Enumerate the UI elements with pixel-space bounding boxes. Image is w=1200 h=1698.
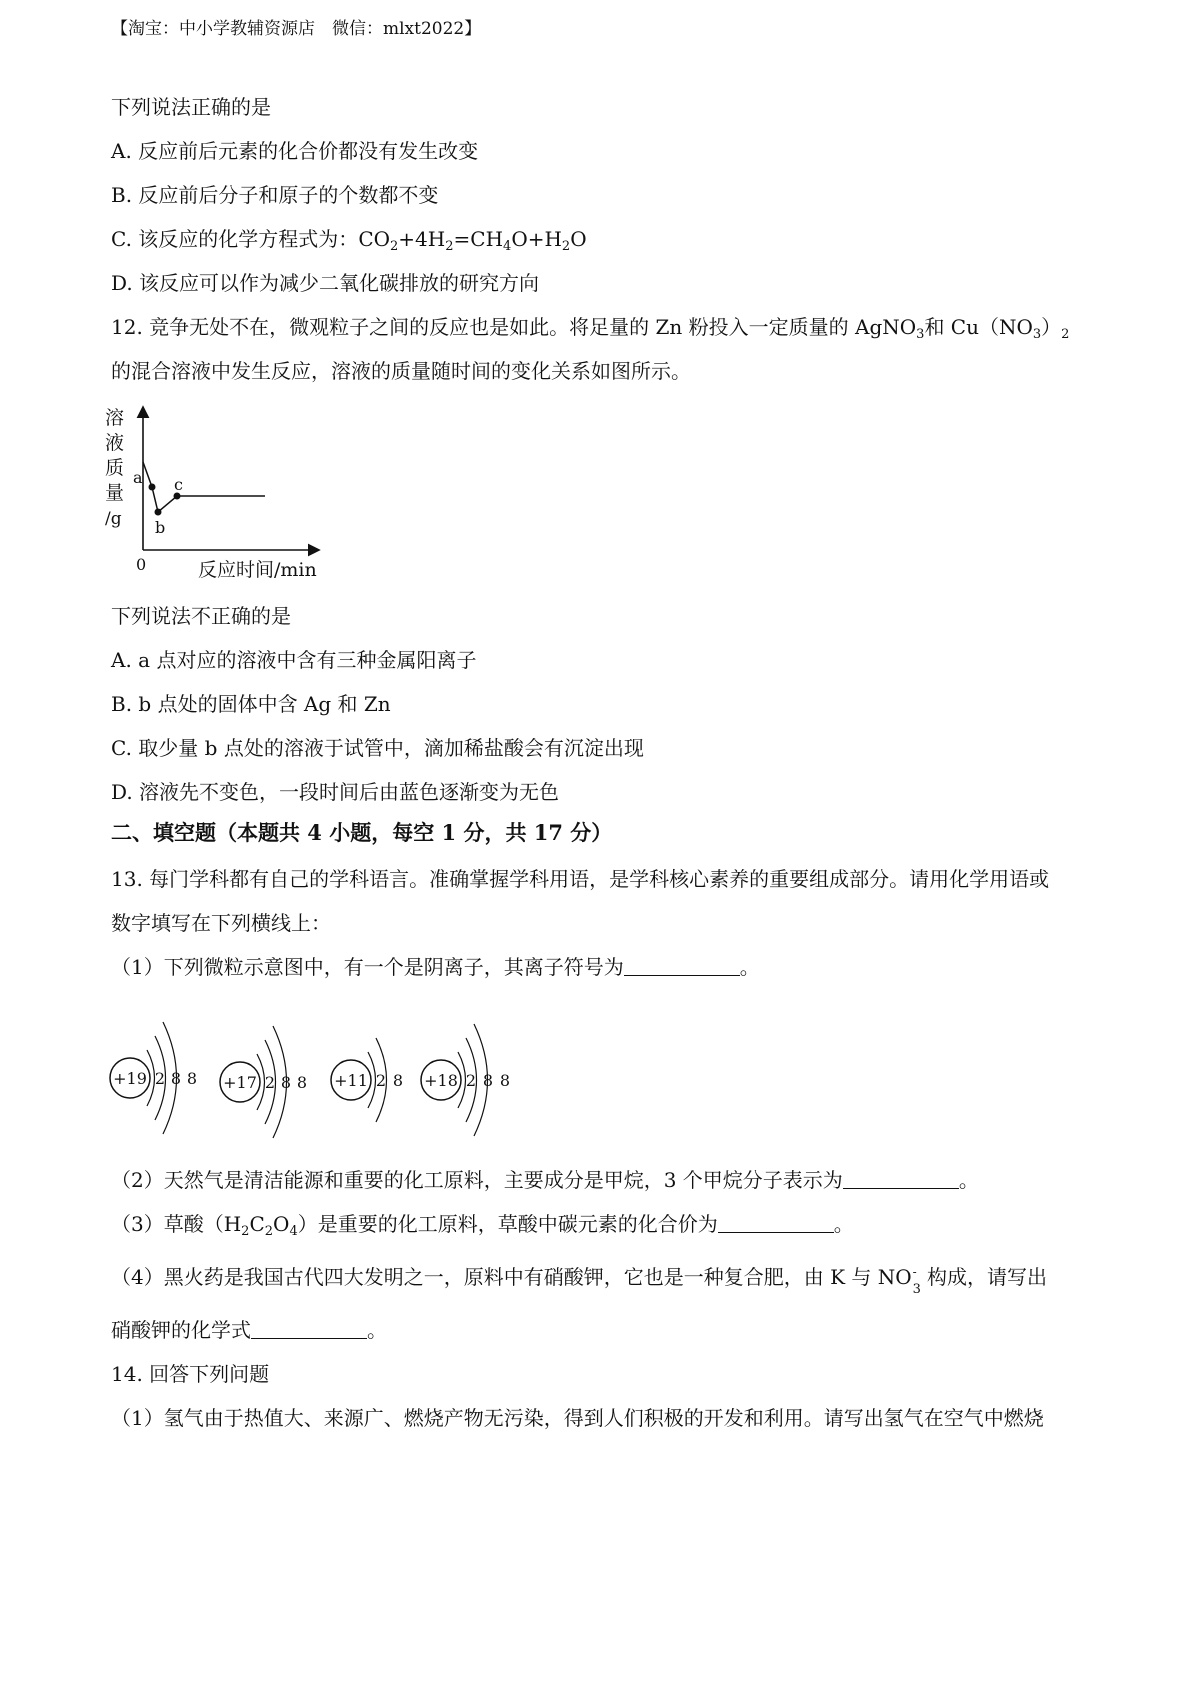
q13-part3: （3）草酸$(H_2C_2O_4)$是重要的化工原料，草酸中碳元素的化合价为 。 <box>111 1212 854 1239</box>
atom-4-shell-2: 8 <box>482 1071 494 1090</box>
y-label-char-4: 量 <box>105 482 125 504</box>
atom-4-shell-1: 2 <box>465 1071 477 1090</box>
q11-option-b: B. 反应前后分子和原子的个数都不变 <box>111 183 439 207</box>
y-label-char-1: 溶 <box>105 407 125 429</box>
q11-option-a: A. 反应前后元素的化合价都没有发生改变 <box>111 139 479 163</box>
point-a <box>149 484 156 491</box>
atom-3-shell-2: 8 <box>392 1071 404 1090</box>
point-b <box>155 509 162 516</box>
q13-stem-line1: 13. 每门学科都有自己的学科语言。准确掌握学科用语，是学科核心素养的重要组成部分。请用化学用语或 <box>111 867 1050 891</box>
atom-4-shell-3: 8 <box>499 1071 511 1090</box>
atom-4-nucleus: +18 <box>424 1071 458 1090</box>
section-title: 二、填空题（本题共 4 小题，每空 1 分，共 17 分） <box>111 820 613 845</box>
q14-title: 14. 回答下列问题 <box>111 1362 270 1386</box>
atom-2-shell-3: 8 <box>296 1073 308 1092</box>
atom-3-shell-1: 2 <box>375 1071 387 1090</box>
point-b-label: b <box>155 518 166 537</box>
answer-blank[interactable] <box>251 1320 367 1339</box>
q13-part4: （4）黑火药是我国古代四大发明之一，原料中有硝酸钾，它也是一种复合肥，由 K 与 NO - 3 构成，请写出 <box>111 1265 1047 1297</box>
q13-part1: （1）下列微粒示意图中，有一个是阴离子，其离子符号为 。 <box>111 955 760 979</box>
answer-blank[interactable] <box>624 957 740 976</box>
origin-label: 0 <box>136 555 147 574</box>
q12-option-a: A. a 点对应的溶液中含有三种金属阳离子 <box>111 648 477 672</box>
q12-stem2: 下列说法不正确的是 <box>111 604 291 628</box>
atom-1 <box>110 1022 197 1134</box>
atom-2-shell-1: 2 <box>264 1073 276 1092</box>
answer-blank[interactable] <box>843 1170 959 1189</box>
q13-stem-line2: 数字填写在下列横线上： <box>111 911 331 935</box>
page-header: 【淘宝：中小学教辅资源店 微信：mlxt2022】 <box>111 19 482 39</box>
x-axis-label: 反应时间/min <box>198 559 317 581</box>
q12-option-b: B. b 点处的固体中含 Ag 和 Zn <box>111 692 391 716</box>
series-line <box>143 462 265 512</box>
y-label-char-2: 液 <box>105 432 125 454</box>
q12-option-c: C. 取少量 b 点处的溶液于试管中，滴加稀盐酸会有沉淀出现 <box>111 736 644 760</box>
q13-part2: （2）天然气是清洁能源和重要的化工原料，主要成分是甲烷，3 个甲烷分子表示为 。 <box>111 1168 979 1192</box>
q11-option-d: D. 该反应可以作为减少二氧化碳排放的研究方向 <box>111 271 540 295</box>
q12-stem-line1: 12. 竞争无处不在，微观粒子之间的反应也是如此。将足量的 Zn 粉投入一定质量的 AgNO$_3$和 $Cu(NO_3)_2$ <box>111 315 1070 342</box>
point-a-label: a <box>133 468 143 487</box>
answer-blank[interactable] <box>718 1214 834 1233</box>
chemical-equation: $CO_2+4H_2=CH_4O+H_2O$ <box>358 227 587 254</box>
q13-part4-line2: 硝酸钾的化学式 。 <box>111 1318 387 1342</box>
atom-2-shell-2: 8 <box>280 1073 292 1092</box>
atom-2 <box>220 1026 307 1138</box>
atom-3-nucleus: +11 <box>334 1071 368 1090</box>
atom-1-shell-3: 8 <box>186 1069 198 1088</box>
y-label-char-3: 质 <box>105 457 125 479</box>
atom-1-nucleus: +19 <box>113 1069 147 1088</box>
q11-stem: 下列说法正确的是 <box>111 95 271 119</box>
y-unit: /g <box>105 509 122 529</box>
q11-option-c: C. 该反应的化学方程式为：$CO_2+4H_2=CH_4O+H_2O$ <box>111 227 587 254</box>
atom-4 <box>421 1024 510 1136</box>
q12-option-d: D. 溶液先不变色，一段时间后由蓝色逐渐变为无色 <box>111 780 560 804</box>
atom-1-shell-2: 8 <box>170 1069 182 1088</box>
q12-stem-line2: 的混合溶液中发生反应，溶液的质量随时间的变化关系如图所示。 <box>111 359 691 383</box>
mass-time-chart <box>100 400 360 590</box>
atom-1-shell-1: 2 <box>154 1069 166 1088</box>
point-c-label: c <box>174 475 183 494</box>
atom-diagrams <box>100 1000 540 1150</box>
q14-part1: （1）氢气由于热值大、来源广、燃烧产物无污染，得到人们积极的开发和利用。请写出氢气在空气中燃烧 <box>111 1406 1044 1430</box>
atom-2-nucleus: +17 <box>223 1073 257 1092</box>
atom-3 <box>331 1038 403 1122</box>
